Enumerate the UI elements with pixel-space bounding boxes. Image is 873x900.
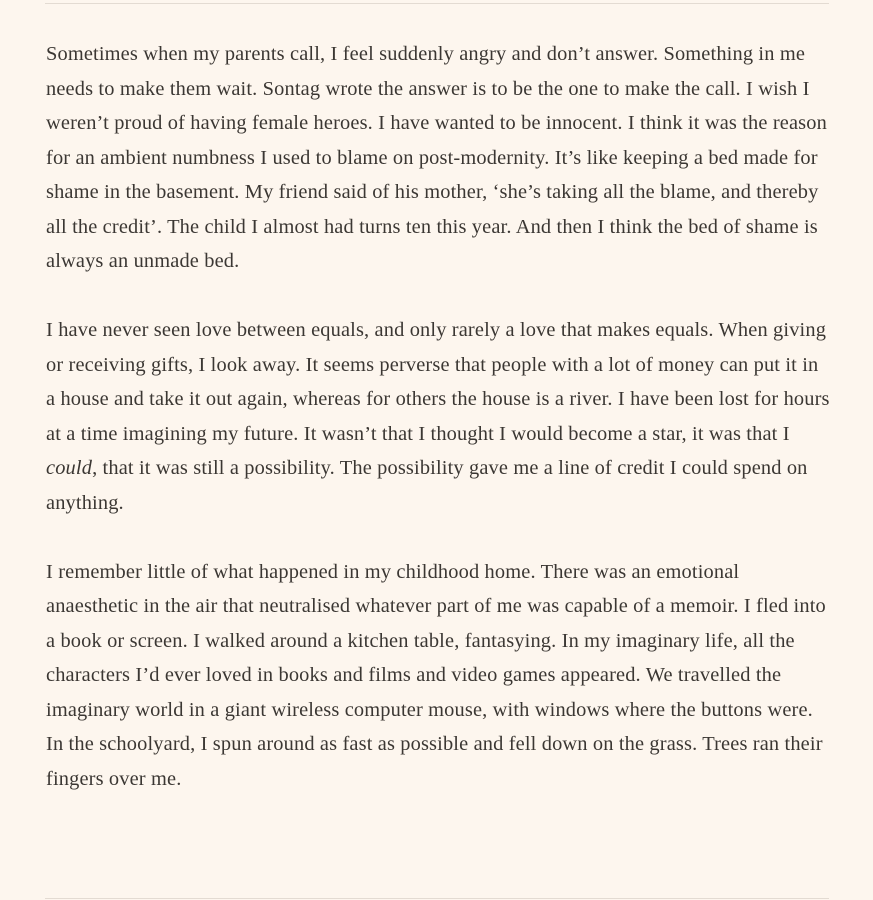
article-body (46, 37, 830, 796)
paragraph-parents-call: Sometimes when my parents call, I feel suddenly angry and don’t answer. Something in me needs to make them wait. Sontag wrote the answer is to be the one to make the call. I wish I weren’t proud of having female heroes. I have wanted to be innocent. I think it was the reason for an ambient numbness I used to blame on post-modernity. It’s like keeping a bed made for shame in the basement. My friend said of his mother, ‘she’s taking all the blame, and thereby all the credit’. The child I almost had turns ten this year. And then I think the bed of shame is always an unmade bed. (46, 43, 827, 272)
paragraph-childhood-home: I remember little of what happened in my childhood home. There was an emotional anaesthetic in the air that neutralised whatever part of me was capable of a memoir. I fled into a book or screen. I walked around a kitchen table, fantasying. In my imaginary life, all the characters I’d ever loved in books and films and video games appeared. We travelled the imaginary world in a giant wireless computer mouse, with windows where the buttons were. In the schoolyard, I spun around as fast as possible and fell down on the grass. Trees ran their fingers over me. (46, 560, 826, 790)
paragraph-text-after-emphasis: , that it was still a possibility. The possibility gave me a line of credit I could spend on anything. (46, 457, 808, 514)
paragraph-love-between-equals (46, 313, 830, 520)
paragraph-text-before-emphasis: I have never seen love between equals, and only rarely a love that makes equals. When giving or receiving gifts, I look away. It seems perverse that people with a lot of money can put it in a house and take it out again, whereas for others the house is a river. I have been lost for hours at a time imagining my future. It wasn’t that I thought I would become a star, it was that I (46, 319, 830, 445)
emphasized-word: could (46, 457, 93, 479)
top-divider (45, 3, 829, 4)
bottom-divider (45, 898, 829, 899)
